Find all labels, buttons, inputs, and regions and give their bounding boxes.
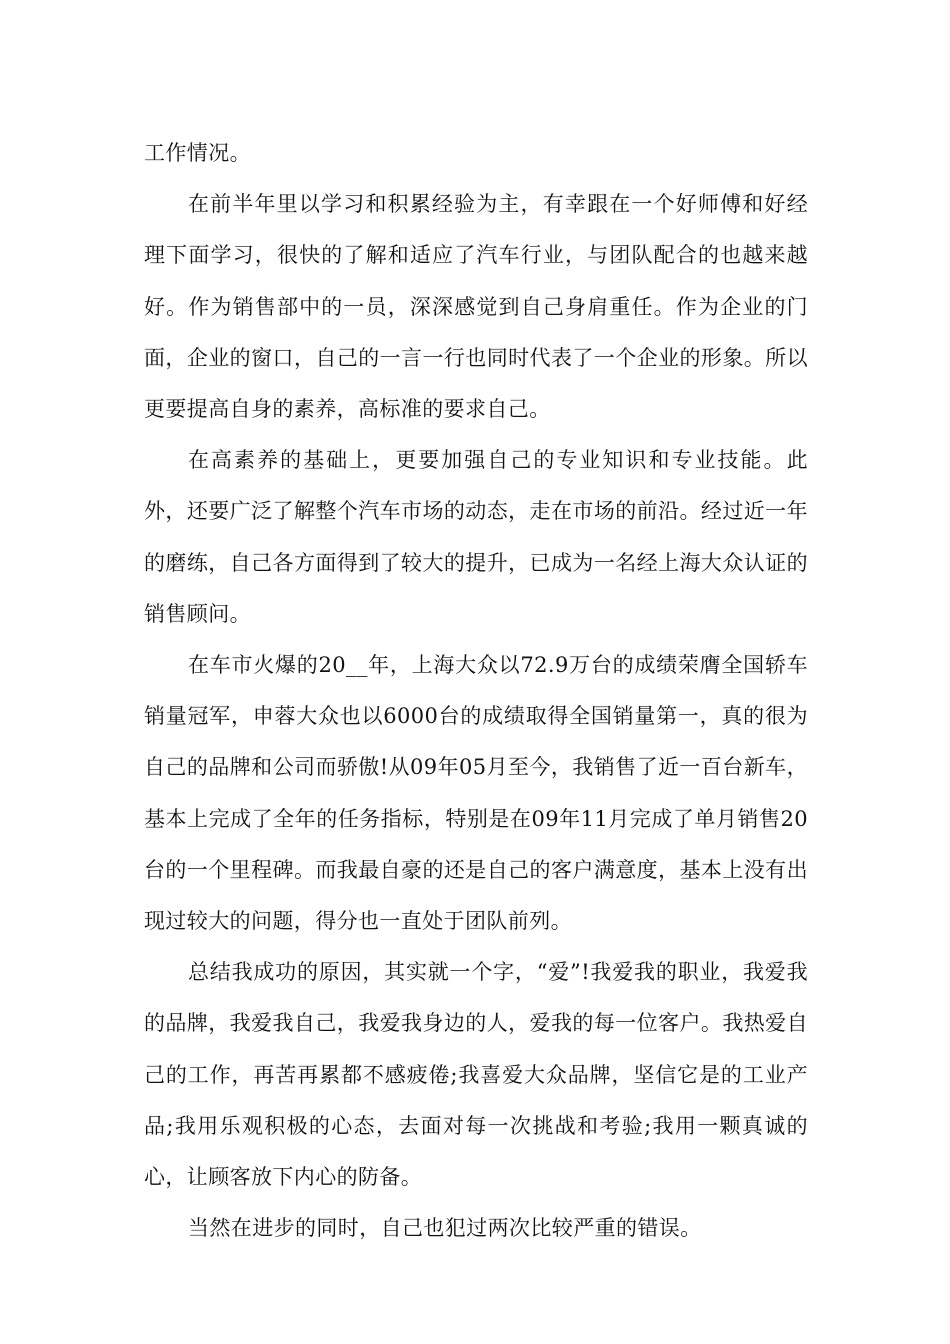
paragraph-1: 工作情况。: [144, 141, 251, 165]
document-body: [144, 128, 808, 1254]
paragraph-3: 在高素养的基础上，更要加强自己的专业知识和专业技能。此外，还要广泛了解整个汽车市场的动态，走在市场的前沿。经过近一年的磨练，自己各方面得到了较大的提升，已成为一名经上海大众认证的销售顾问。: [144, 448, 808, 626]
paragraph-4: 在车市火爆的20__年，上海大众以72.9万台的成绩荣膺全国轿车销量冠军，申蓉大众也以6000台的成绩取得全国销量第一，真的很为自己的品牌和公司而骄傲!从09年05月至今，我销售了近一百台新车，基本上完成了全年的任务指标，特别是在09年11月完成了单月销售20台的一个里程碑。而我最自豪的还是自己的客户满意度，基本上没有出现过较大的问题，得分也一直处于团队前列。: [144, 653, 808, 934]
paragraph-5: 总结我成功的原因，其实就一个字，“爱”!我爱我的职业，我爱我的品牌，我爱我自己，我爱我身边的人，爱我的每一位客户。我热爱自己的工作，再苦再累都不感疲倦;我喜爱大众品牌，坚信它是的工业产品;我用乐观积极的心态，去面对每一次挑战和考验;我用一颗真诚的心，让顾客放下内心的防备。: [144, 960, 808, 1190]
paragraph-2: 在前半年里以学习和积累经验为主，有幸跟在一个好师傅和好经理下面学习，很快的了解和适应了汽车行业，与团队配合的也越来越好。作为销售部中的一员，深深感觉到自己身肩重任。作为企业的门面，企业的窗口，自己的一言一行也同时代表了一个企业的形象。所以更要提高自身的素养，高标准的要求自己。: [144, 192, 808, 422]
paragraph-6: 当然在进步的同时，自己也犯过两次比较严重的错误。: [188, 1216, 702, 1241]
